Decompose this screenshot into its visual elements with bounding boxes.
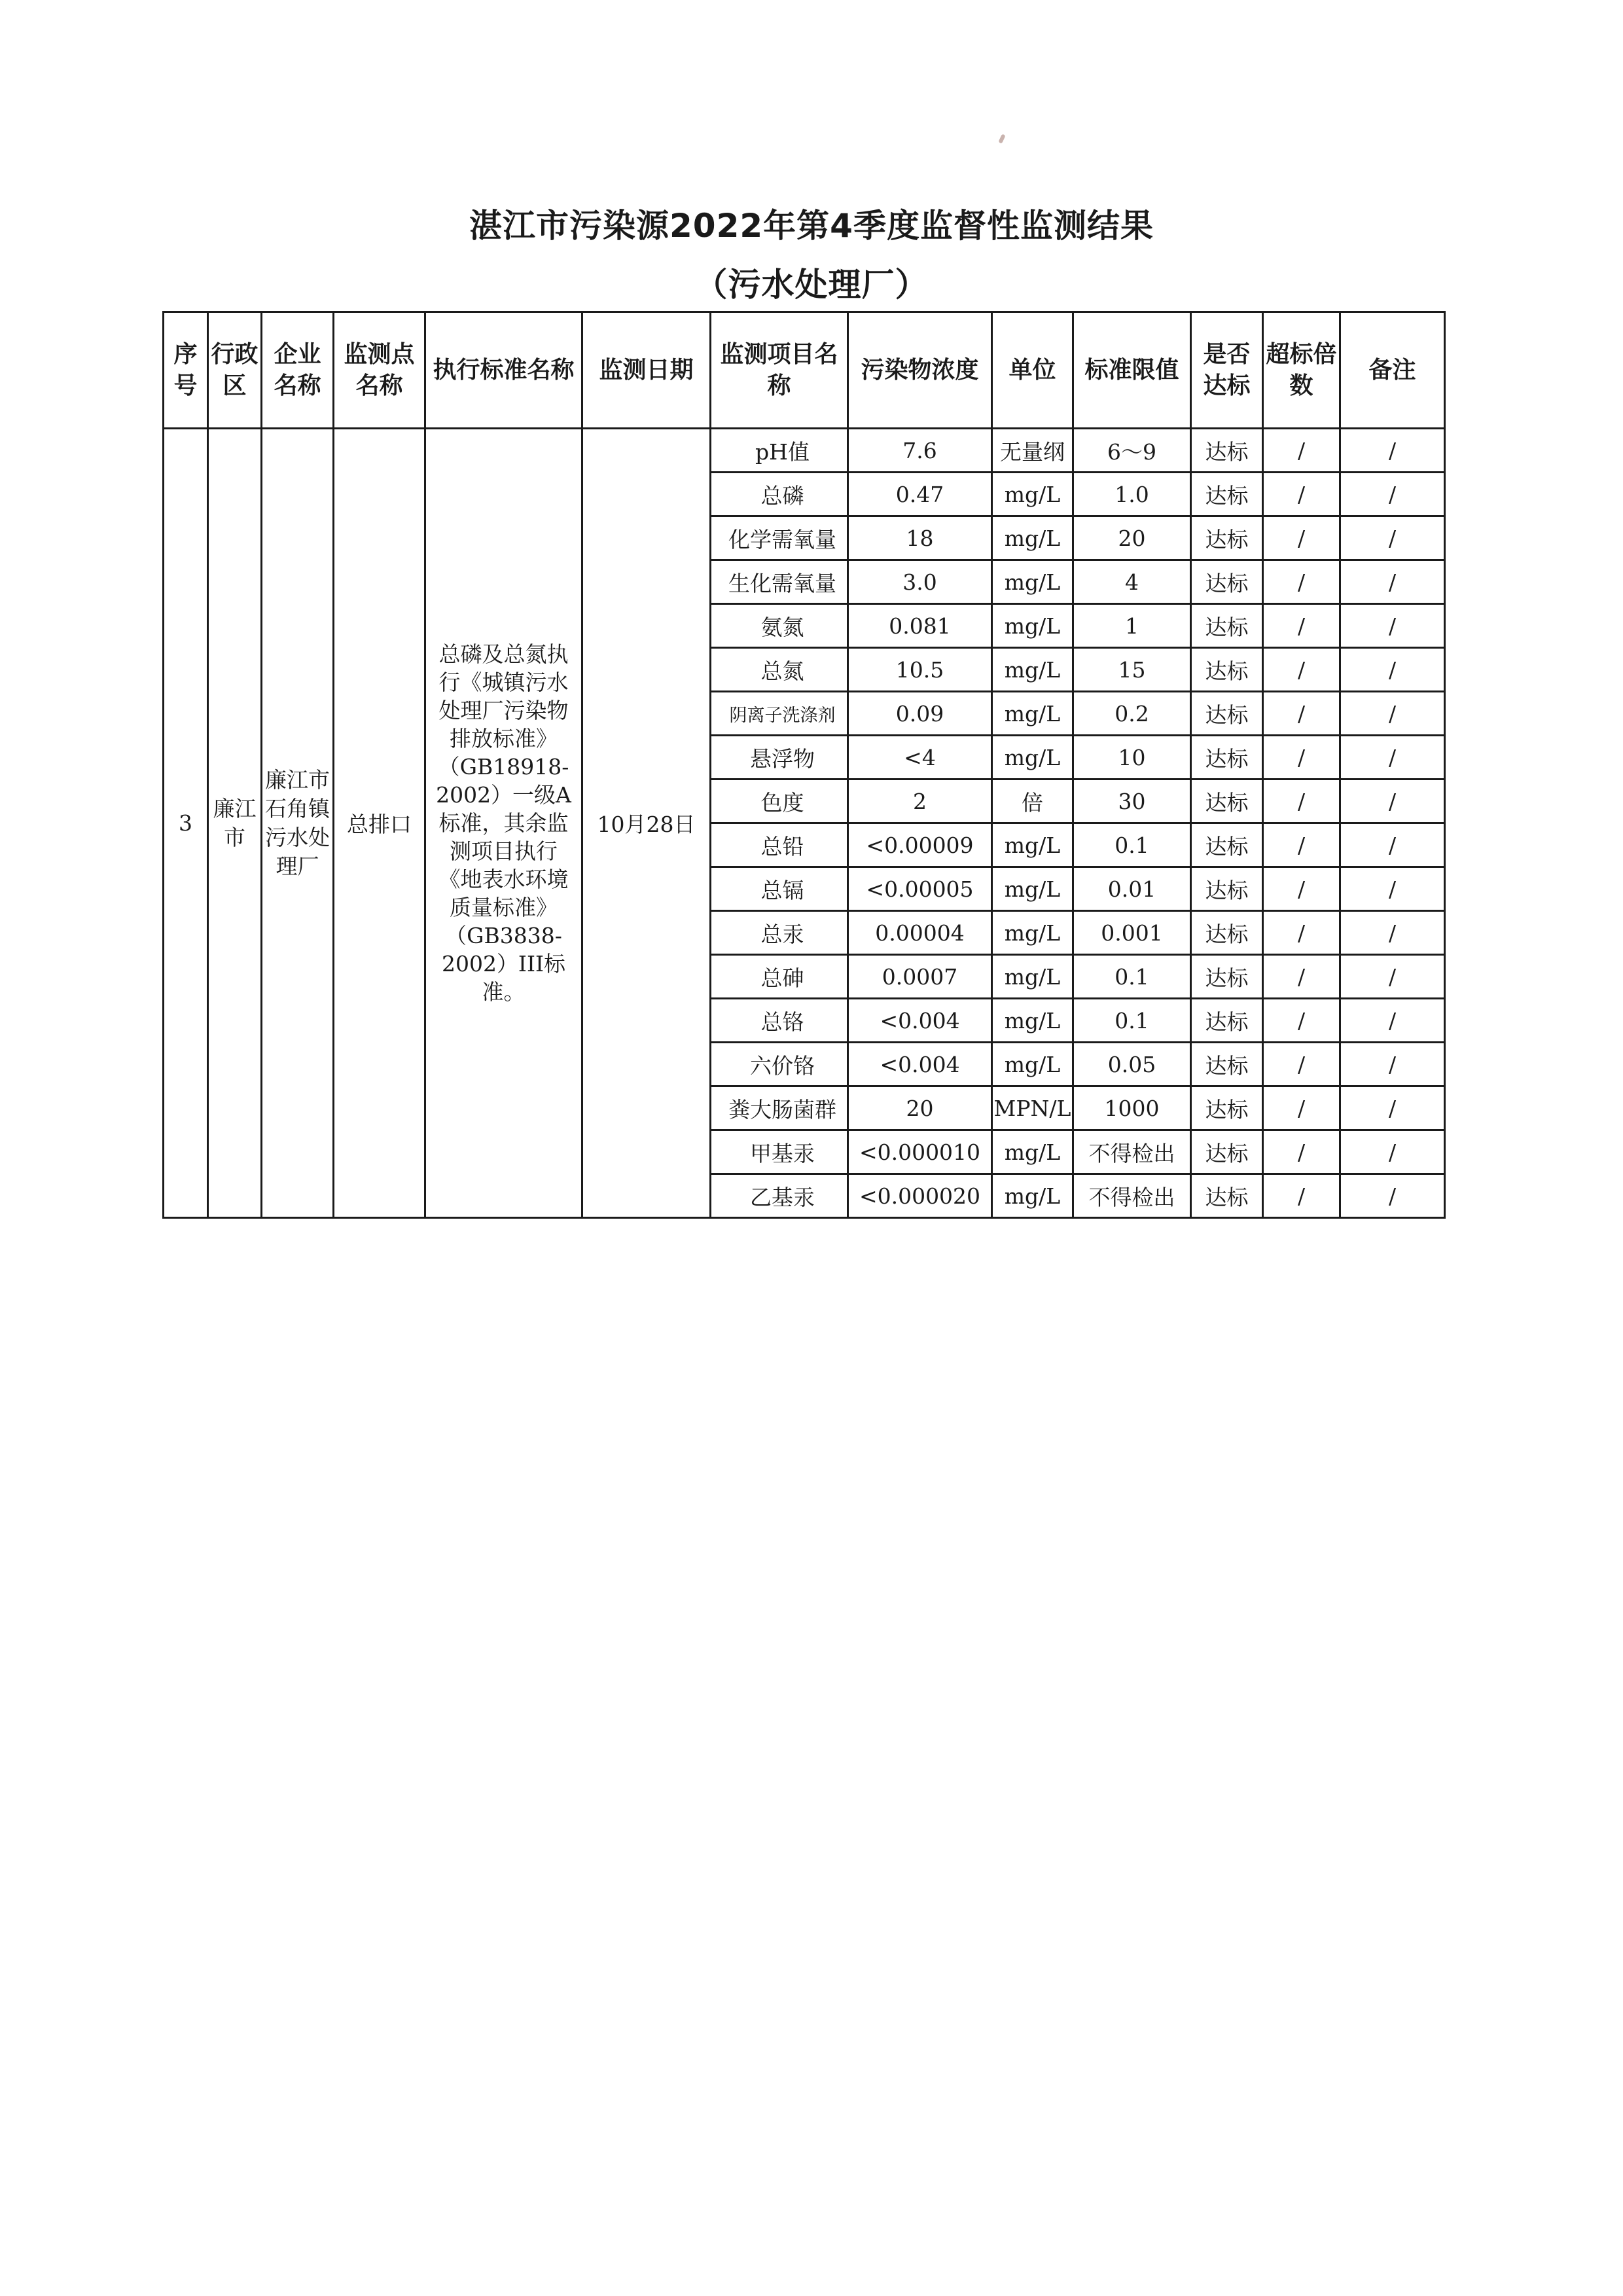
cell-limit: 0.1 <box>1073 955 1191 999</box>
cell-unit: MPN/L <box>992 1086 1073 1130</box>
cell-multiple: / <box>1263 780 1340 823</box>
cell-concentration: 0.09 <box>848 692 992 736</box>
cell-compliant: 达标 <box>1191 692 1263 736</box>
cell-compliant: 达标 <box>1191 823 1263 867</box>
cell-item: 总铬 <box>711 999 848 1043</box>
cell-remark: / <box>1340 1086 1445 1130</box>
cell-item: 总镉 <box>711 867 848 911</box>
cell-item: 总砷 <box>711 955 848 999</box>
cell-multiple: / <box>1263 1174 1340 1218</box>
cell-item: 色度 <box>711 780 848 823</box>
cell-remark: / <box>1340 692 1445 736</box>
cell-limit: 6～9 <box>1073 429 1191 473</box>
cell-item: 乙基汞 <box>711 1174 848 1218</box>
cell-compliant: 达标 <box>1191 1130 1263 1174</box>
cell-multiple: / <box>1263 648 1340 692</box>
cell-item: 总汞 <box>711 911 848 955</box>
cell-remark: / <box>1340 1130 1445 1174</box>
cell-concentration: <0.00005 <box>848 867 992 911</box>
cell-limit: 不得检出 <box>1073 1130 1191 1174</box>
cell-remark: / <box>1340 429 1445 473</box>
cell-remark: / <box>1340 516 1445 560</box>
cell-multiple: / <box>1263 429 1340 473</box>
cell-remark: / <box>1340 648 1445 692</box>
cell-compliant: 达标 <box>1191 999 1263 1043</box>
table-body <box>164 429 1445 1218</box>
cell-multiple: / <box>1263 736 1340 780</box>
cell-item: 悬浮物 <box>711 736 848 780</box>
cell-limit: 0.1 <box>1073 999 1191 1043</box>
cell-concentration: 10.5 <box>848 648 992 692</box>
cell-item: 阴离子洗涤剂 <box>711 692 848 736</box>
cell-concentration: <0.004 <box>848 999 992 1043</box>
page-subtitle: （污水处理厂） <box>694 266 929 304</box>
cell-limit: 不得检出 <box>1073 1174 1191 1218</box>
cell-limit: 4 <box>1073 560 1191 604</box>
cell-limit: 30 <box>1073 780 1191 823</box>
table-row <box>164 429 1445 473</box>
cell-unit: mg/L <box>992 736 1073 780</box>
header-standard: 执行标准名称 <box>425 312 582 429</box>
cell-multiple: / <box>1263 1043 1340 1086</box>
cell-remark: / <box>1340 911 1445 955</box>
cell-concentration: 0.0007 <box>848 955 992 999</box>
cell-remark: / <box>1340 736 1445 780</box>
header-seq: 序号 <box>164 312 208 429</box>
cell-compliant: 达标 <box>1191 736 1263 780</box>
cell-unit: 倍 <box>992 780 1073 823</box>
cell-compliant: 达标 <box>1191 1086 1263 1130</box>
cell-compliant: 达标 <box>1191 911 1263 955</box>
cell-unit: 无量纲 <box>992 429 1073 473</box>
cell-remark: / <box>1340 780 1445 823</box>
record-date: 10月28日 <box>582 429 711 1218</box>
record-district: 廉江市 <box>208 429 262 1218</box>
header-date: 监测日期 <box>582 312 711 429</box>
cell-limit: 1.0 <box>1073 473 1191 516</box>
cell-unit: mg/L <box>992 560 1073 604</box>
cell-compliant: 达标 <box>1191 867 1263 911</box>
cell-multiple: / <box>1263 911 1340 955</box>
record-point: 总排口 <box>334 429 425 1218</box>
cell-compliant: 达标 <box>1191 604 1263 648</box>
cell-item: 六价铬 <box>711 1043 848 1086</box>
cell-compliant: 达标 <box>1191 473 1263 516</box>
cell-multiple: / <box>1263 1130 1340 1174</box>
cell-concentration: <0.00009 <box>848 823 992 867</box>
cell-multiple: / <box>1263 955 1340 999</box>
cell-item: 化学需氧量 <box>711 516 848 560</box>
cell-concentration: <0.000010 <box>848 1130 992 1174</box>
cell-item: 总铅 <box>711 823 848 867</box>
cell-unit: mg/L <box>992 1174 1073 1218</box>
cell-item: 甲基汞 <box>711 1130 848 1174</box>
cell-limit: 0.01 <box>1073 867 1191 911</box>
cell-remark: / <box>1340 1043 1445 1086</box>
cell-limit: 15 <box>1073 648 1191 692</box>
cell-unit: mg/L <box>992 999 1073 1043</box>
cell-compliant: 达标 <box>1191 648 1263 692</box>
cell-item: 总磷 <box>711 473 848 516</box>
header-district: 行政区 <box>208 312 262 429</box>
cell-multiple: / <box>1263 516 1340 560</box>
cell-unit: mg/L <box>992 1043 1073 1086</box>
header-compliant: 是否达标 <box>1191 312 1263 429</box>
cell-item: 总氮 <box>711 648 848 692</box>
cell-limit: 1000 <box>1073 1086 1191 1130</box>
header-limit: 标准限值 <box>1073 312 1191 429</box>
cell-multiple: / <box>1263 823 1340 867</box>
header-unit: 单位 <box>992 312 1073 429</box>
cell-remark: / <box>1340 867 1445 911</box>
header-multiple: 超标倍数 <box>1263 312 1340 429</box>
cell-concentration: 3.0 <box>848 560 992 604</box>
cell-unit: mg/L <box>992 955 1073 999</box>
cell-concentration: 0.47 <box>848 473 992 516</box>
cell-compliant: 达标 <box>1191 429 1263 473</box>
table-header-row <box>164 312 1445 429</box>
monitoring-results-table <box>162 311 1446 1219</box>
cell-unit: mg/L <box>992 1130 1073 1174</box>
cell-compliant: 达标 <box>1191 560 1263 604</box>
cell-unit: mg/L <box>992 823 1073 867</box>
cell-concentration: 2 <box>848 780 992 823</box>
cell-item: 粪大肠菌群 <box>711 1086 848 1130</box>
header-concentration: 污染物浓度 <box>848 312 992 429</box>
cell-unit: mg/L <box>992 911 1073 955</box>
page-title: 湛江市污染源2022年第4季度监督性监测结果 <box>469 207 1154 245</box>
record-standard: 总磷及总氮执行《城镇污水处理厂污染物排放标准》（GB18918-2002）一级A标准，其余监测项目执行《地表水环境质量标准》（GB3838-2002）III标准。 <box>425 429 582 1218</box>
cell-concentration: 0.081 <box>848 604 992 648</box>
cell-concentration: <0.004 <box>848 1043 992 1086</box>
cell-remark: / <box>1340 955 1445 999</box>
cell-limit: 0.001 <box>1073 911 1191 955</box>
header-item: 监测项目名称 <box>711 312 848 429</box>
cell-compliant: 达标 <box>1191 516 1263 560</box>
cell-unit: mg/L <box>992 648 1073 692</box>
cell-unit: mg/L <box>992 473 1073 516</box>
cell-compliant: 达标 <box>1191 780 1263 823</box>
cell-remark: / <box>1340 999 1445 1043</box>
cell-multiple: / <box>1263 473 1340 516</box>
record-company: 廉江市石角镇污水处理厂 <box>262 429 334 1218</box>
cell-remark: / <box>1340 1174 1445 1218</box>
scan-speck <box>998 134 1005 143</box>
cell-limit: 10 <box>1073 736 1191 780</box>
cell-unit: mg/L <box>992 604 1073 648</box>
cell-compliant: 达标 <box>1191 1043 1263 1086</box>
cell-concentration: 18 <box>848 516 992 560</box>
header-point: 监测点名称 <box>334 312 425 429</box>
cell-unit: mg/L <box>992 692 1073 736</box>
header-remark: 备注 <box>1340 312 1445 429</box>
cell-unit: mg/L <box>992 516 1073 560</box>
cell-limit: 20 <box>1073 516 1191 560</box>
cell-concentration: 7.6 <box>848 429 992 473</box>
cell-concentration: <0.000020 <box>848 1174 992 1218</box>
cell-multiple: / <box>1263 867 1340 911</box>
cell-limit: 1 <box>1073 604 1191 648</box>
record-seq: 3 <box>164 429 208 1218</box>
cell-multiple: / <box>1263 692 1340 736</box>
cell-item: 氨氮 <box>711 604 848 648</box>
cell-compliant: 达标 <box>1191 955 1263 999</box>
cell-multiple: / <box>1263 1086 1340 1130</box>
cell-unit: mg/L <box>992 867 1073 911</box>
cell-concentration: 0.00004 <box>848 911 992 955</box>
cell-remark: / <box>1340 604 1445 648</box>
cell-limit: 0.05 <box>1073 1043 1191 1086</box>
cell-concentration: 20 <box>848 1086 992 1130</box>
cell-limit: 0.2 <box>1073 692 1191 736</box>
cell-concentration: <4 <box>848 736 992 780</box>
cell-compliant: 达标 <box>1191 1174 1263 1218</box>
cell-item: pH值 <box>711 429 848 473</box>
cell-item: 生化需氧量 <box>711 560 848 604</box>
cell-remark: / <box>1340 823 1445 867</box>
cell-remark: / <box>1340 473 1445 516</box>
cell-multiple: / <box>1263 604 1340 648</box>
cell-remark: / <box>1340 560 1445 604</box>
header-company: 企业名称 <box>262 312 334 429</box>
cell-limit: 0.1 <box>1073 823 1191 867</box>
cell-multiple: / <box>1263 999 1340 1043</box>
cell-multiple: / <box>1263 560 1340 604</box>
